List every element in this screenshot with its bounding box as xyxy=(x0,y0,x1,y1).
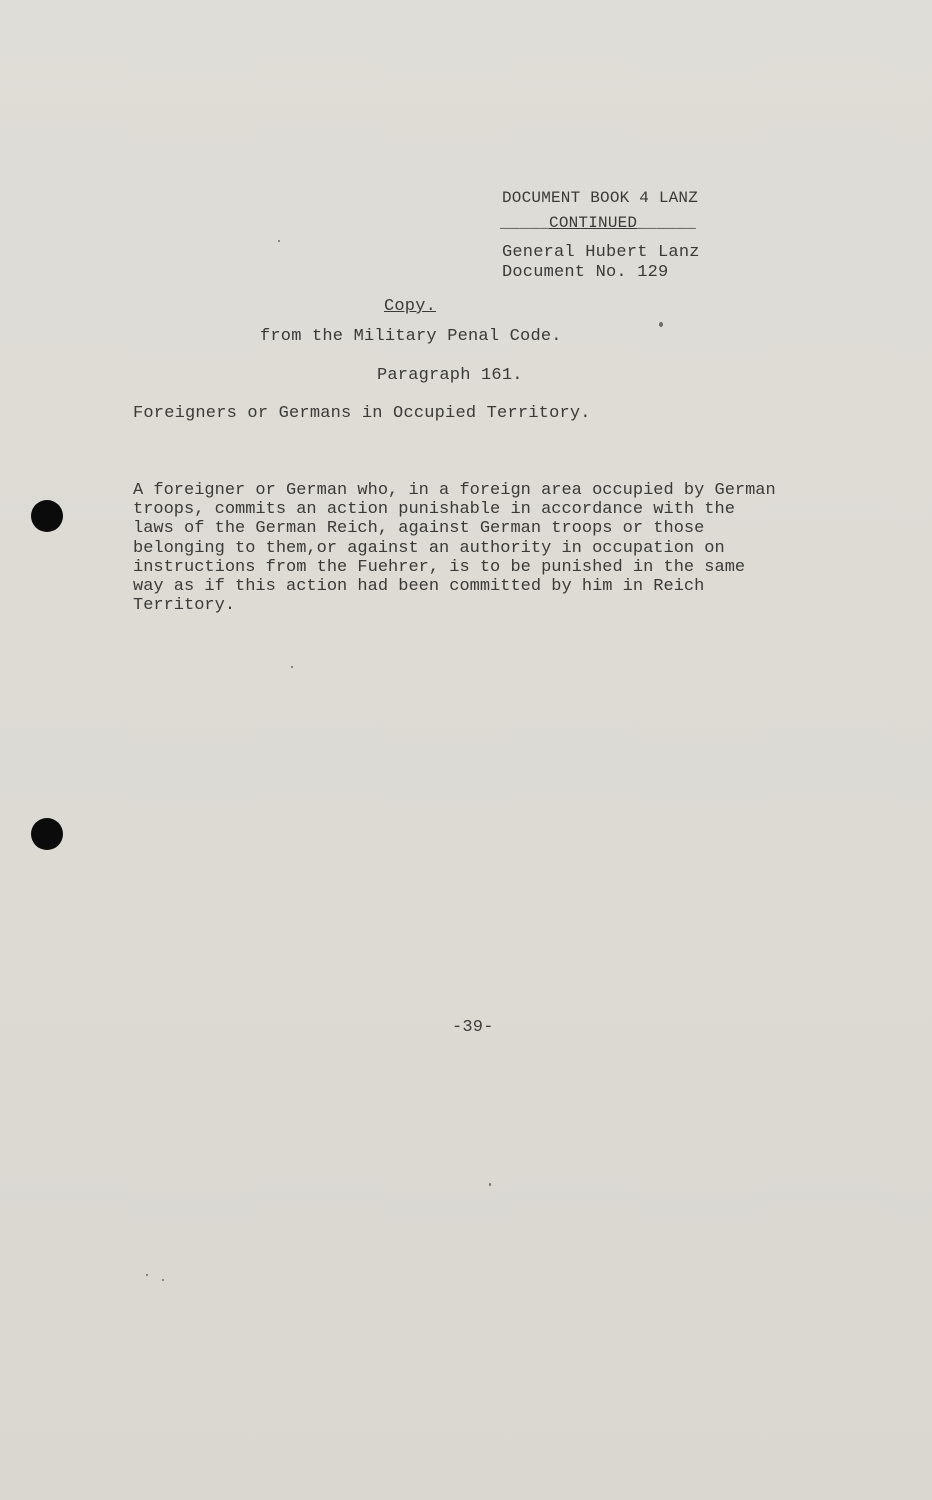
paper-speck xyxy=(162,1279,164,1281)
general-name: General Hubert Lanz xyxy=(502,243,700,262)
body-line: belonging to them,or against an authority in occupation on xyxy=(133,538,725,558)
section-heading: Foreigners or Germans in Occupied Territory. xyxy=(133,404,591,423)
punch-hole-bottom xyxy=(31,818,63,850)
copy-label: Copy. xyxy=(384,297,437,316)
body-line: Territory. xyxy=(133,596,236,616)
source-line: from the Military Penal Code. xyxy=(260,327,562,346)
continued-line xyxy=(500,213,696,233)
paper-speck xyxy=(291,666,293,668)
page-number: -39- xyxy=(452,1018,494,1037)
paper-speck xyxy=(146,1274,148,1276)
continued-prefix: _____ xyxy=(500,214,550,232)
punch-hole-top xyxy=(31,500,63,532)
paper-speck xyxy=(278,240,280,242)
continued-label: CONTINUED xyxy=(549,214,638,232)
body-line: instructions from the Fuehrer, is to be punished in the same xyxy=(133,557,746,577)
body-line: A foreigner or German who, in a foreign area occupied by German xyxy=(133,481,776,500)
body-line: laws of the German Reich, against German troops or those xyxy=(133,519,705,539)
body-line: way as if this action had been committed by him in Reich xyxy=(133,577,705,597)
continued-suffix: ______ xyxy=(637,214,697,232)
document-number: Document No. 129 xyxy=(502,263,669,282)
paragraph-number: Paragraph 161. xyxy=(377,366,523,385)
body-line: troops, commits an action punishable in accordance with the xyxy=(133,500,735,520)
paper-speck xyxy=(659,322,663,327)
document-book-header: DOCUMENT BOOK 4 LANZ xyxy=(502,189,699,207)
paper-speck xyxy=(489,1183,491,1186)
body-paragraph xyxy=(133,481,893,615)
